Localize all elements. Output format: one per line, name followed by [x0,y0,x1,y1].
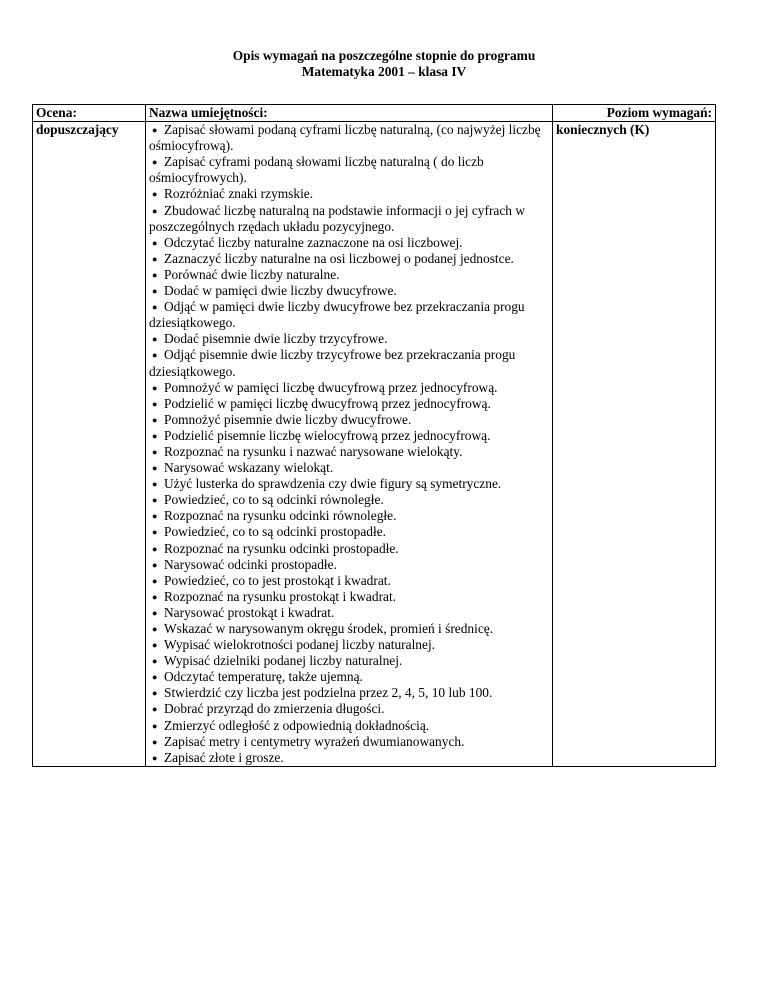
skill-text: Narysować odcinki prostopadłe. [164,556,337,572]
skill-text: Pomnożyć pisemnie dwie liczby dwucyfrowe. [164,411,412,427]
bullet-icon: ● [152,543,158,554]
skill-item [149,557,549,573]
skill-text: Dobrać przyrząd do zmierzenia długości. [164,701,385,717]
skill-text: Podzielić w pamięci liczbę dwucyfrową przez jednocyfrową. [164,395,491,411]
skill-item [149,396,549,412]
skill-item [149,524,549,540]
bullet-icon: ● [152,253,158,264]
skill-text: Narysować prostokąt i kwadrat. [164,604,335,620]
skill-item [149,685,549,701]
header-level: Poziom wymagań: [553,105,716,122]
skill-text: Zapisać złote i grosze. [164,749,284,765]
bullet-icon: ● [152,414,158,425]
skill-item [149,492,549,508]
skill-item [149,621,549,637]
skill-text: Stwierdzić czy liczba jest podzielna przez 2, 4, 5, 10 lub 100. [164,685,493,701]
skill-text: Odczytać temperaturę, także ujemną. [164,669,363,685]
bullet-icon: ● [152,446,158,457]
skill-text: Zapisać słowami podaną cyframi liczbę naturalną, (co najwyżej liczbę ośmiocyfrową). [149,122,541,154]
skill-item [149,186,549,202]
skill-text: Powiedzieć, co to są odcinki prostopadłe. [164,524,387,540]
bullet-icon: ● [152,479,158,490]
skill-item [149,122,549,154]
skill-text: Zapisać cyframi podaną słowami liczbę naturalną ( do liczb ośmiocyfrowych). [149,154,484,186]
bullet-icon: ● [152,237,158,248]
bullet-icon: ● [152,430,158,441]
skill-text: Zmierzyć odległość z odpowiednią dokładnością. [164,717,430,733]
skill-item [149,331,549,347]
skill-text: Odczytać liczby naturalne zaznaczone na osi liczbowej. [164,234,463,250]
skill-item [149,283,549,299]
skill-item [149,750,549,766]
skill-text: Wskazać w narysowanym okręgu środek, promień i średnicę. [164,621,494,636]
skill-text: Wypisać wielokrotności podanej liczby naturalnej. [164,637,436,653]
bullet-icon: ● [152,575,158,586]
skill-item [149,380,549,396]
skill-text: Wypisać dzielniki podanej liczby naturalnej. [164,653,403,669]
header-row [33,105,716,122]
bullet-icon: ● [152,157,158,168]
skill-text: Podzielić pisemnie liczbę wielocyfrową przez jednocyfrową. [164,427,491,443]
skill-item [149,589,549,605]
bullet-icon: ● [152,302,158,313]
bullet-icon: ● [152,382,158,393]
header-grade: Ocena: [33,105,146,122]
bullet-icon: ● [152,350,158,361]
bullet-icon: ● [152,286,158,297]
skill-item [149,235,549,251]
skill-item [149,541,549,557]
bullet-icon: ● [152,527,158,538]
bullet-icon: ● [152,640,158,651]
skill-text: Narysować wskazany wielokąt. [164,460,334,476]
skill-text: Rozpoznać na rysunku prostokąt i kwadrat. [164,588,397,604]
bullet-icon: ● [152,205,158,216]
bullet-icon: ● [152,752,158,763]
skill-item [149,154,549,186]
document-title [0,48,768,80]
skill-item [149,701,549,717]
skill-item [149,508,549,524]
table-row [33,122,716,767]
skill-text: Powiedzieć, co to są odcinki równoległe. [164,492,384,508]
skill-item [149,251,549,267]
bullet-icon: ● [152,720,158,731]
requirements-table [32,104,716,767]
skill-item [149,734,549,750]
skill-text: Rozpoznać na rysunku odcinki równoległe. [164,508,397,524]
skill-text: Zbudować liczbę naturalną na podstawie informacji o jej cyfrach w poszczególnych rzędach układu pozycyjnego. [149,202,526,234]
skill-item [149,428,549,444]
bullet-icon: ● [152,624,158,634]
level-cell: koniecznych (K) [553,122,716,767]
skill-item [149,669,549,685]
skill-text: Porównać dwie liczby naturalne. [164,266,340,282]
bullet-icon: ● [152,607,158,618]
skill-item [149,653,549,669]
skill-text: Odjąć w pamięci dwie liczby dwucyfrowe bez przekraczania progu dziesiątkowego. [149,299,525,331]
skill-item [149,347,549,379]
skill-item [149,637,549,653]
skill-text: Rozpoznać na rysunku i nazwać narysowane wielokąty. [164,443,463,459]
bullet-icon: ● [152,736,158,747]
bullet-icon: ● [152,269,158,280]
skills-list [149,122,549,766]
grade-cell: dopuszczający [33,122,146,767]
skill-item [149,412,549,428]
skill-text: Pomnożyć w pamięci liczbę dwucyfrową przez jednocyfrową. [164,379,498,395]
skill-text: Zapisać metry i centymetry wyrażeń dwumianowanych. [164,733,465,749]
bullet-icon: ● [152,511,158,522]
title-line-1: Opis wymagań na poszczególne stopnie do programu [232,48,536,63]
bullet-icon: ● [152,704,158,715]
skill-text: Użyć lusterka do sprawdzenia czy dwie figury są symetryczne. [164,476,502,492]
bullet-icon: ● [152,688,158,699]
skill-item [149,718,549,734]
skill-item [149,460,549,476]
skills-cell [146,122,553,767]
skill-text: Rozróżniać znaki rzymskie. [164,186,314,202]
bullet-icon: ● [152,495,158,506]
bullet-icon: ● [152,672,158,683]
skill-text: Zaznaczyć liczby naturalne na osi liczbowej o podanej jednostce. [164,250,514,266]
bullet-icon: ● [152,398,158,409]
bullet-icon: ● [152,656,158,667]
skill-text: Odjąć pisemnie dwie liczby trzycyfrowe bez przekraczania progu dziesiątkowego. [149,347,516,379]
skill-item [149,573,549,589]
bullet-icon: ● [152,189,158,200]
skill-item [149,444,549,460]
bullet-icon: ● [152,559,158,570]
bullet-icon: ● [152,125,158,136]
skill-item [149,267,549,283]
skill-item [149,605,549,621]
skill-item [149,203,549,235]
bullet-icon: ● [152,591,158,602]
title-line-2: Matematyka 2001 – klasa IV [301,64,467,79]
skill-text: Rozpoznać na rysunku odcinki prostopadłe. [164,540,399,556]
header-skills: Nazwa umiejętności: [146,105,553,122]
skill-text: Dodać w pamięci dwie liczby dwucyfrowe. [164,283,397,299]
bullet-icon: ● [152,463,158,474]
skill-text: Dodać pisemnie dwie liczby trzycyfrowe. [164,331,388,347]
skill-item [149,476,549,492]
bullet-icon: ● [152,334,158,345]
skill-text: Powiedzieć, co to jest prostokąt i kwadrat. [164,572,391,588]
skill-item [149,299,549,331]
